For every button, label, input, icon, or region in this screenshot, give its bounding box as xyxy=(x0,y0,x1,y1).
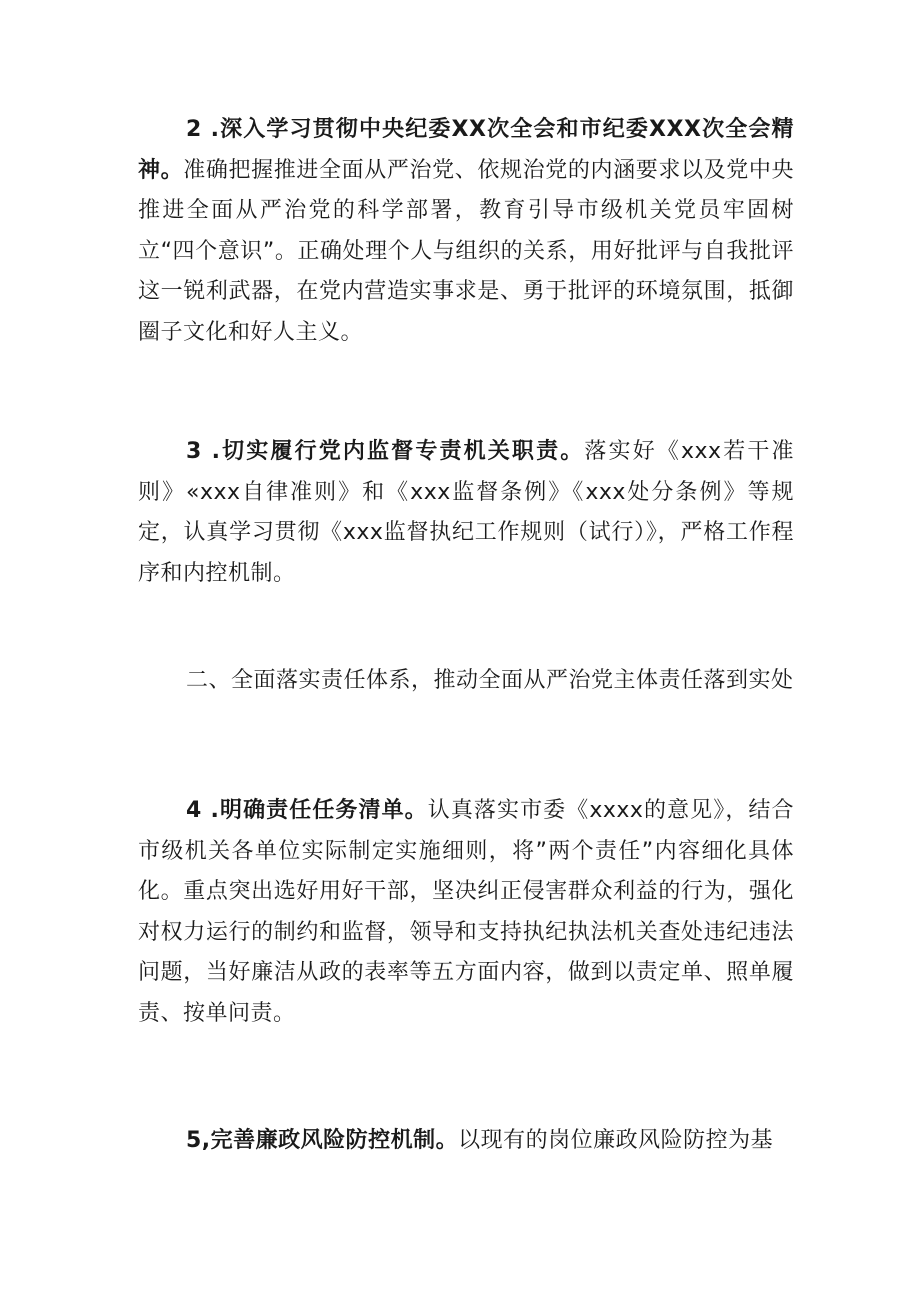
paragraph-3 xyxy=(138,432,794,594)
paragraph-4 xyxy=(138,791,794,1035)
paragraph-2-lead: 2 .深入学习贯彻中央纪委XX次全会和市纪委XXX次全会精神。 xyxy=(138,117,794,183)
paragraph-4-body: 认真落实市委《xxxx的意见》，结合市级机关各单位实际制定实施细则，将”两个责任”内容细化具体化。重点突出选好用好干部，坚决纠正侵害群众利益的行为，强化对权力运行的制约和监督，领导和支持执纪执法机关查处违纪违法问题，当好廉洁从政的表率等五方面内容，做到以责定单、照单履责、按单问责。 xyxy=(138,798,794,1026)
paragraph-4-lead: 4 .明确责任任务清单。 xyxy=(186,798,428,823)
paragraph-2 xyxy=(138,110,794,354)
paragraph-2-body: 准确把握推进全面从严治党、依规治党的内涵要求以及党中央推进全面从严治党的科学部署，教育引导市级机关党员牢固树立“四个意识”。正确处理个人与组织的关系，用好批评与自我批评这一锐利武器，在党内营造实事求是、勇于批评的环境氛围，抵御圈子文化和好人主义。 xyxy=(138,157,794,345)
paragraph-5-body: 以现有的岗位廉政风险防控为基 xyxy=(458,1128,774,1153)
paragraph-5-lead: 5,完善廉政风险防控机制。 xyxy=(186,1128,459,1153)
paragraph-5 xyxy=(138,1121,794,1162)
paragraph-3-body: 落实好《xxx若干准则》«xxx自律准则》和《xxx监督条例》《xxx处分条例》等规定，认真学习贯彻《xxx监督执纪工作规则（试行）》，严格工作程序和内控机制。 xyxy=(138,439,795,586)
paragraph-3-lead: 3 .切实履行党内监督专责机关职责。 xyxy=(186,439,585,464)
section-heading-2: 二、全面落实责任体系，推动全面从严治党主体责任落到实处 xyxy=(186,668,794,693)
